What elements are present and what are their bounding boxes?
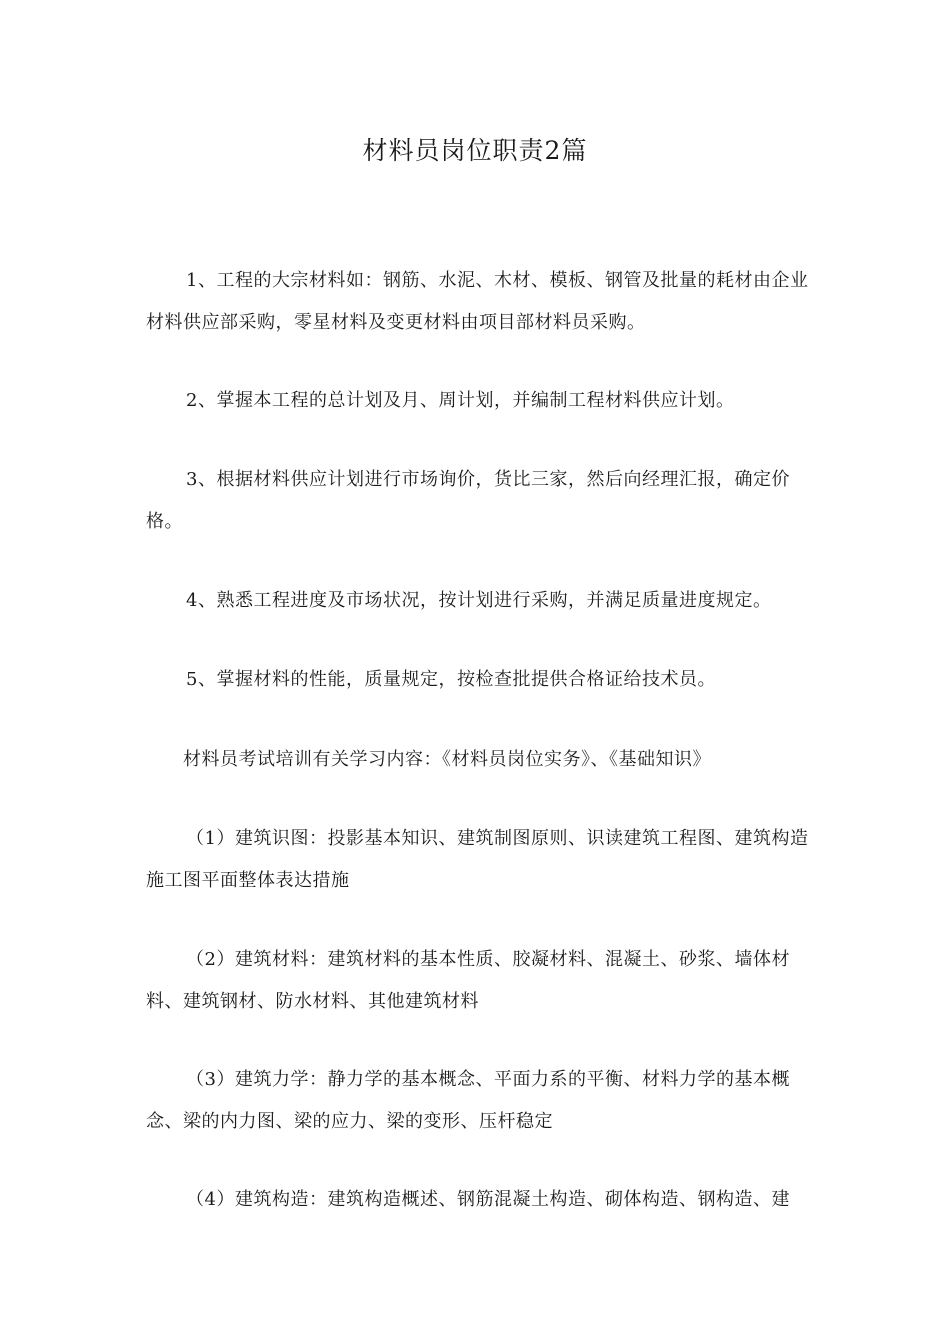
paragraph-duty-3: 3、根据材料供应计划进行市场询价，货比三家，然后向经理汇报，确定价格。 — [146, 469, 790, 532]
paragraph-topic-4: （4）建筑构造：建筑构造概述、钢筋混凝土构造、砌体构造、钢构造、建 — [186, 1189, 790, 1210]
paragraph-duty-5: 5、掌握材料的性能，质量规定，按检查批提供合格证给技术员。 — [186, 669, 716, 690]
paragraph-topic-1: （1）建筑识图：投影基本知识、建筑制图原则、识读建筑工程图、建筑构造施工图平面整体表达措施 — [146, 828, 809, 891]
paragraph-training-intro: 材料员考试培训有关学习内容：《材料员岗位实务》、《基础知识》 — [183, 749, 711, 770]
paragraph-topic-3: （3）建筑力学：静力学的基本概念、平面力系的平衡、材料力学的基本概念、梁的内力图、梁的应力、梁的变形、压杆稳定 — [146, 1069, 790, 1132]
document-title: 材料员岗位职责2篇 — [362, 136, 588, 165]
paragraph-duty-1: 1、工程的大宗材料如：钢筋、水泥、木材、模板、钢管及批量的耗材由企业材料供应部采购，零星材料及变更材料由项目部材料员采购。 — [146, 270, 809, 333]
paragraph-duty-2: 2、掌握本工程的总计划及月、周计划，并编制工程材料供应计划。 — [186, 390, 735, 411]
paragraph-duty-4: 4、熟悉工程进度及市场状况，按计划进行采购，并满足质量进度规定。 — [186, 590, 772, 611]
paragraph-topic-2: （2）建筑材料：建筑材料的基本性质、胶凝材料、混凝土、砂浆、墙体材料、建筑钢材、防水材料、其他建筑材料 — [146, 949, 790, 1012]
